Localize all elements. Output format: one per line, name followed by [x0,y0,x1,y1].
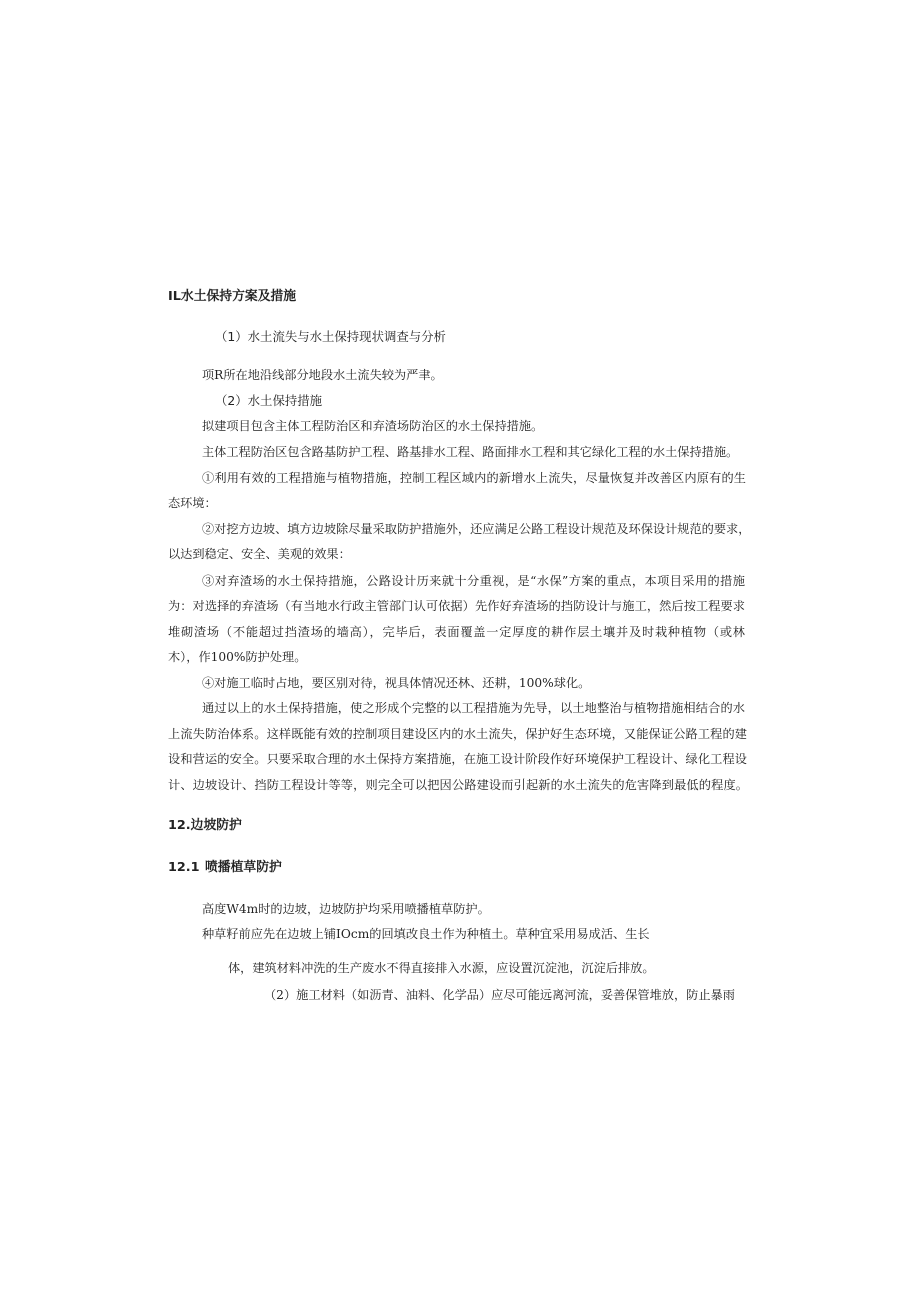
section-12-heading: 12.边坡防护 [168,818,242,833]
measure-item-3-line-4: 木），作100%防护处理。 [168,650,307,664]
summary-line-1: 通过以上的水土保持措施，使之形成个完整的以工程措施为先导，以土地整治与植物措施相结合的水 [202,701,745,715]
section-11-subheading-2: （2）水土保持措施 [215,393,323,408]
section-12-1-title: 喷播植草防护 [205,860,282,875]
measure-item-3-line-1: ③对弃渣场的水土保持措施，公路设计历来就十分重视，是“水保”方案的重点，本项目采用的措施 [202,574,745,588]
measure-item-2-line-1: ②对挖方边坡、填方边坡除尽量采取防护措施外，还应满足公路工程设计规范及环保设计规范的要求， [202,522,751,536]
section-12-paragraph-3: 体，建筑材料冲洗的生产废水不得直接排入水源，应设置沉淀池，沉淀后排放。 [228,961,655,975]
section-12-paragraph-2: 种草籽前应先在边坡上铺IOcm的回填改良土作为种植土。草种宜采用易成活、生长 [202,927,650,941]
measure-item-1-line-1: ①利用有效的工程措施与植物措施，控制工程区域内的新增水上流失，尽量恢复并改善区内原有的生 [202,471,746,485]
section-11-heading: IL水土保持方案及措施 [168,289,297,304]
section-11-paragraph-3: 主体工程防治区包含路基防护工程、路基排水工程、路面排水工程和其它绿化工程的水土保持措施。 [202,445,739,459]
section-11-paragraph-2: 拟建项目包含主体工程防治区和弃渣场防治区的水土保持措施。 [202,419,544,433]
summary-line-4: 计、边坡设计、挡防工程设计等等，则完全可以把因公路建设而引起新的水土流失的危害降到最低的程度。 [168,778,748,792]
summary-line-3: 设和营运的安全。只要采取合理的水土保持方案措施，在施工设计阶段作好环境保护工程设计、绿化工程设 [168,752,747,766]
measure-item-3-line-3: 堆砌渣场（不能超过挡渣场的墙高），完毕后，表面覆盖一定厚度的耕作层土壤并及时栽种植物（或林 [168,625,745,639]
measure-item-2-line-2: 以达到稳定、安全、美观的效果： [168,547,351,561]
measure-item-3-line-2: 为：对选择的弃渣场（有当地水行政主管部门认可依据）先作好弃渣场的挡防设计与施工，然后按工程要求 [168,599,745,613]
summary-line-2: 上流失防治体系。这样既能有效的控制项目建设区内的水土流失，保护好生态环境，又能保证公路工程的建 [168,727,747,741]
section-12-paragraph-4: （2）施工材料（如沥青、油料、化学品）应尽可能远离河流，妥善保管堆放，防止暴雨 [264,988,735,1002]
section-12-1-number: 12.1 [168,860,200,875]
section-12-paragraph-1: 高度W4m时的边坡，边坡防护均采用喷播植草防护。 [202,902,490,916]
measure-item-1-line-2: 态环境： [168,496,217,510]
section-11-paragraph-1: 项R所在地沿线部分地段水土流失较为严聿。 [202,368,443,382]
measure-item-4: ④对施工临时占地，要区别对待，视具体情况还林、还耕，100%球化。 [202,676,591,690]
section-11-subheading-1: （1）水土流失与水土保持现状调查与分析 [215,329,446,344]
